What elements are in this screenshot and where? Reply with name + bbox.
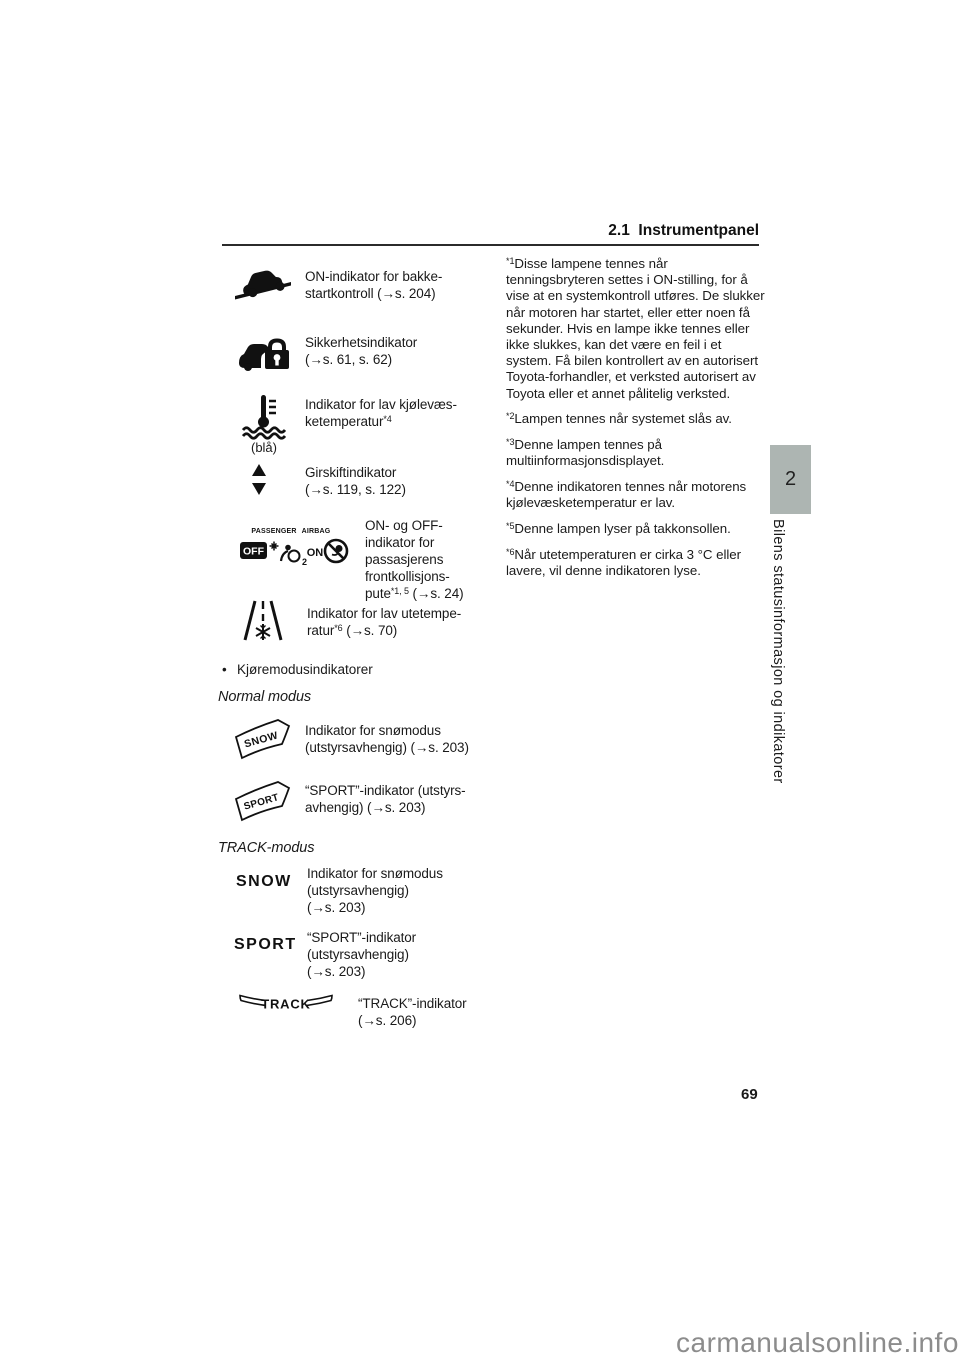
gearshift-icon [252,464,266,495]
chapter-title-vertical: Bilens statusinformasjon og indikatorer [770,519,786,784]
coolant-icon-caption: (blå) [250,440,277,455]
sport-badge-icon [232,778,294,824]
indicator-label-sport-track: “SPORT”-indikator (utstyrsavhengig) (→s. 203) [307,930,417,979]
footnote-4: $^{*4}$Denne indikatoren tennes når motorens kjølevæsketemperatur er lav. [506,478,747,511]
svg-text:OFF: OFF [243,545,264,558]
track-badge-icon [238,992,334,1016]
indicator-label-hill-start: ON-indikator for bakke- startkontroll (→s. 204) [305,269,443,301]
low-outside-temp-icon [241,598,285,644]
header-rule [222,244,759,246]
indicator-label-snow-normal: Indikator for snømodus (utstyrsavhengig) (→s. 203) [305,723,469,755]
watermark: carmanualsonline.info [676,1327,959,1358]
gearshift-down-arrow [252,483,266,495]
indicator-label-coolant: Indikator for lav kjølevæs- ketemperatur$^{*4}$ [305,397,457,429]
indicator-label-security: Sikkerhetsindikator (→s. 61, s. 62) [305,335,418,367]
footnote-5: $^{*5}$Denne lampen lyser på takkonsollen. [506,520,731,536]
security-icon [236,330,296,374]
passenger-airbag-icon [238,520,350,568]
bullet: • [222,662,227,677]
track-mode-heading: TRACK-modus [218,840,315,856]
drive-modes-heading [222,662,373,677]
indicator-label-snow-track: Indikator for snømodus (utstyrsavhengig) (→s. 203) [307,866,443,915]
airbag-on-label: ON [306,547,324,559]
airbag-label: AIRBAG [301,528,331,535]
coolant-temp-icon [240,392,288,440]
footnote-1: $^{*1}$Disse lampene tennes når tenningsbryteren settes i ON-stilling, for å vise at en systemkontroll utføres. De slukker når motoren har startet, eller etter noen få sekunder. Hvis en lampe ikke tennes eller ikke slukkes, kan det være en feil i et system. Få bilen kontrollert av en autorisert Toyota-forhandler, et verksted autorisert av Toyota eller et annet pålitelig verksted. [506,256,765,401]
airbag-disabled-glyph [325,540,347,562]
normal-mode-heading: Normal modus [218,689,312,705]
sport-badge-label: SPORT [242,792,281,813]
gearshift-up-arrow [252,464,266,476]
page-title: 2.1 Instrumentpanel [608,222,759,239]
page-number: 69 [741,1086,758,1103]
snow-badge-icon [232,716,294,762]
track-badge-label: TRACK [261,996,311,1012]
airbag-sub-2: 2 [302,557,308,567]
passenger-label: PASSENGER [251,528,297,535]
indicator-label-airbag: ON- og OFF- indikator for passasjerens frontkollisjons- pute$^{*1, 5}$ (→s. 24) [365,518,464,601]
chapter-tab: 2 [770,445,811,514]
airbag-off-badge [240,542,267,559]
indicator-label-track: “TRACK”-indikator (→s. 206) [358,996,467,1028]
snow-badge-label: SNOW [242,729,280,751]
footnote-6: $^{*6}$Når utetemperaturen er cirka 3 °C eller lavere, vil denne indikatoren lyse. [506,546,741,578]
footnote-3: $^{*3}$Denne lampen tennes på multiinformasjonsdisplayet. [506,437,665,469]
indicator-label-sport-normal: “SPORT”-indikator (utstyrs- avhengig) (→s. 203) [305,783,466,815]
airbag-passenger-glyph [270,542,300,562]
footnotes [506,256,768,588]
drive-modes-heading-text: Kjøremodusindikatorer [237,662,373,677]
indicator-label-low-temp: Indikator for lav utetempe- ratur$^{*6}$ (→s. 70) [307,606,462,638]
footnote-2: $^{*2}$Lampen tennes når systemet slås av. [506,411,732,427]
snow-word-indicator: SNOW [236,873,292,890]
indicator-label-gearshift: Girskiftindikator (→s. 119, s. 122) [305,465,406,497]
hill-start-icon [230,258,300,302]
sport-word-indicator: SPORT [234,936,297,953]
